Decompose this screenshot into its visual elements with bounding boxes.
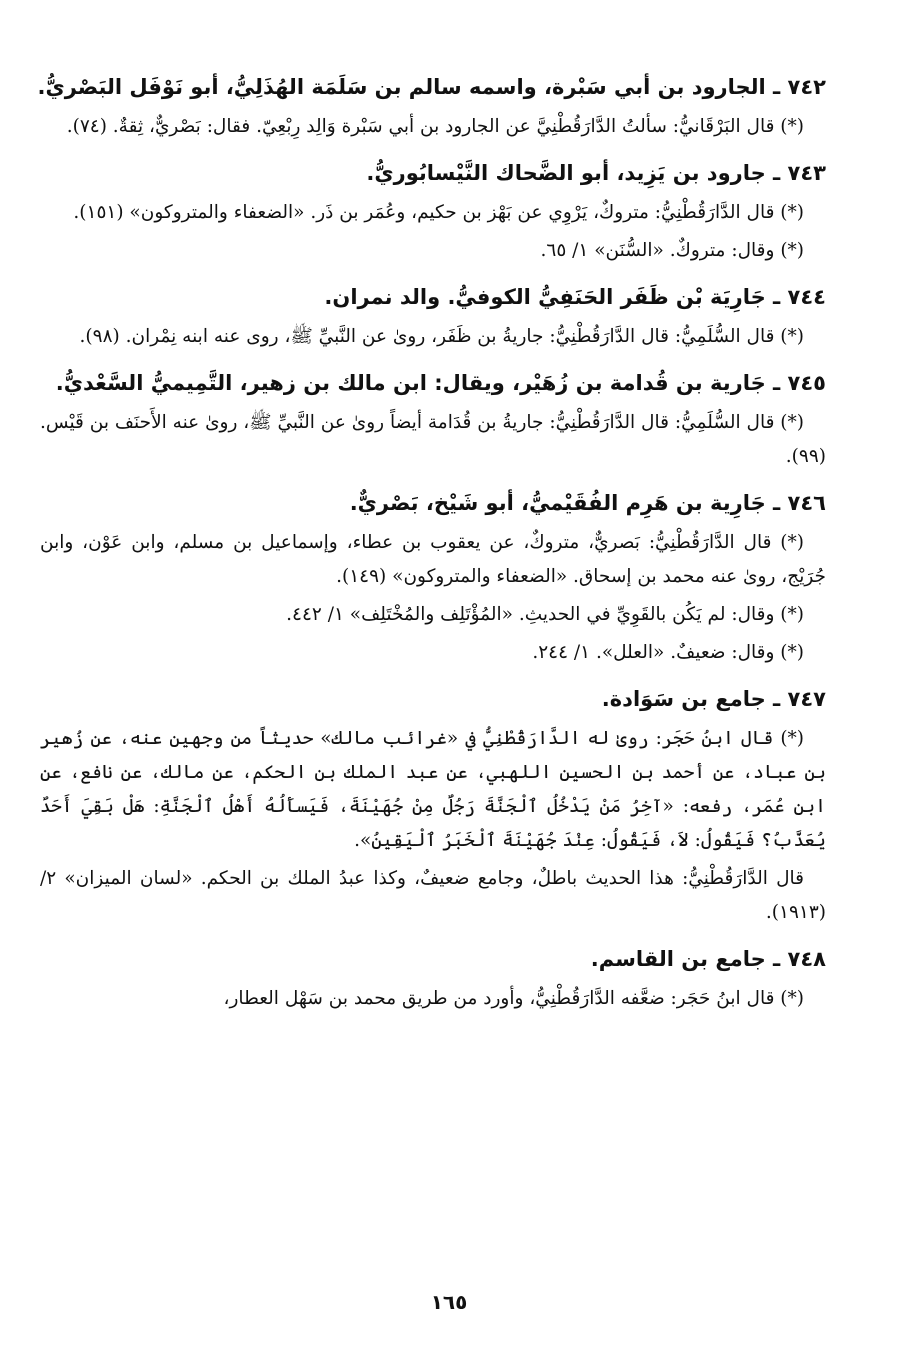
entry-745	[40, 368, 826, 474]
entry-743	[40, 158, 826, 268]
entry-paragraph: (*) قال البَرْقَانيُّ: سألتُ الدَّارَقُطْنِيَّ عن الجارود بن أبي سَبْرة وَالِد رِبْعِيّ. فقال: بَصْريٌّ، ثِقةٌ. (٧٤).	[66, 116, 804, 137]
entry-heading: ٧٤٦ ـ جَارِية بن هَرِم الفُقَيْميُّ، أبو شَيْخ، بَصْريٌّ.	[349, 491, 826, 515]
entry-747	[40, 684, 826, 930]
entry-heading: ٧٤٨ ـ جامع بن القاسم.	[590, 947, 826, 971]
entry-paragraph: (*) قال الدَّارَقُطْنِيُّ: متروكٌ، يَرْوِي عن بَهْز بن حكيم، وعُمَر بن ذَر. «الضعفاء والمتروكون» (١٥١).	[73, 202, 804, 223]
entry-paragraph: (*) قال السُّلَمِيُّ: قال الدَّارَقُطْنِيُّ: جاريةُ بن ظَفَر، روىٰ عن النَّبيِّ ﷺ، روى عنه ابنه نِمْران. (٩٨).	[79, 326, 804, 347]
entry-paragraph: قال الدَّارَقُطْنِيُّ: هذا الحديث باطلٌ، وجامع ضعيفٌ، وكذا عبدُ الملك بن الحكم. «لسان الميزان» ٢/ (١٩١٣).	[40, 868, 826, 923]
entry-paragraph: (*) وقال: متروكٌ. «السُّنَن» ١/ ٦٥.	[540, 240, 804, 261]
entry-heading: ٧٤٥ ـ جَارية بن قُدامة بن زُهَيْر، ويقال: ابن مالك بن زهير، التَّمِيميُّ السَّعْديُّ.	[55, 371, 826, 395]
entry-744	[40, 282, 826, 354]
entry-subparagraph: (*) وقال: لم يَكُن بالقَوِيِّ في الحديثِ. «المُؤْتَلِف والمُخْتَلِف» ١/ ٤٤٢.	[286, 604, 804, 625]
entry-paragraph: (*) قال ابنُ حَجَر: روىٰ له الدَّارَقُطْنِيُّ في «غرائب مالك» حديثاً من وجهين عنه، عن زُهير بن عباد، عن أحمد بن الحسين اللهبي، عن عبد الملك بن الحكم، عن مالك، عن نافع، عن ابن عُمَر، رفعه: «آخِرُ مَنْ يَدْخُلُ ٱلْجَنَّةَ رَجُلٌ مِنْ جُهَيْنَةَ، فَيَسأَلُهُ أَهْلُ ٱلْجَنَّةِ: هَلْ بَقِيَ أَحَدٌ يُعَذَّبُ؟ فَيَقُولُ: لاَ، فَيَقُولُ: عِنْدَ جُهَيْنَةَ ٱلْخَبَرُ ٱلْيَقِينُ».	[40, 728, 826, 851]
entry-subparagraph: (*) وقال: ضعيفٌ. «العلل». ١/ ٢٤٤.	[532, 642, 804, 663]
entry-heading: ٧٤٢ ـ الجارود بن أبي سَبْرة، واسمه سالم بن سَلَمَة الهُذَلِيُّ، أبو نَوْفَل البَصْريُّ.	[37, 75, 826, 99]
entry-heading: ٧٤٤ ـ جَارِيَة بْن ظَفَر الحَنَفِيُّ الكوفيُّ. والد نمران.	[324, 285, 826, 309]
entry-742	[37, 72, 826, 144]
entry-746	[40, 488, 826, 670]
entry-paragraph: (*) قال السُّلَمِيُّ: قال الدَّارَقُطْنِيُّ: جاريةُ بن قُدَامة أيضاً روىٰ عن النَّبيِّ ﷺ، روىٰ عنه الأَحنَف بن قَيْس. (٩٩).	[40, 412, 826, 467]
page-number: ١٦٥	[430, 1290, 468, 1314]
entry-paragraph: (*) قال الدَّارَقُطْنِيُّ: بَصريٌّ، متروكٌ، عن يعقوب بن عطاء، وإسماعيل بن مسلم، وابن عَوْن، وابن جُرَيْج، روىٰ عنه محمد بن إسحاق. «الضعفاء والمتروكون» (١٤٩).	[40, 532, 826, 587]
entry-paragraph: (*) قال ابنُ حَجَر: ضعَّفه الدَّارَقُطْنِيُّ، وأورد من طريق محمد بن سَهْل العطار،	[223, 988, 804, 1009]
entry-748	[40, 944, 826, 1016]
entry-heading: ٧٤٣ ـ جارود بن يَزِيد، أبو الضَّحاك النَّيْسابُوريُّ.	[366, 161, 826, 185]
entry-heading: ٧٤٧ ـ جامع بن سَوَادة.	[601, 687, 826, 711]
